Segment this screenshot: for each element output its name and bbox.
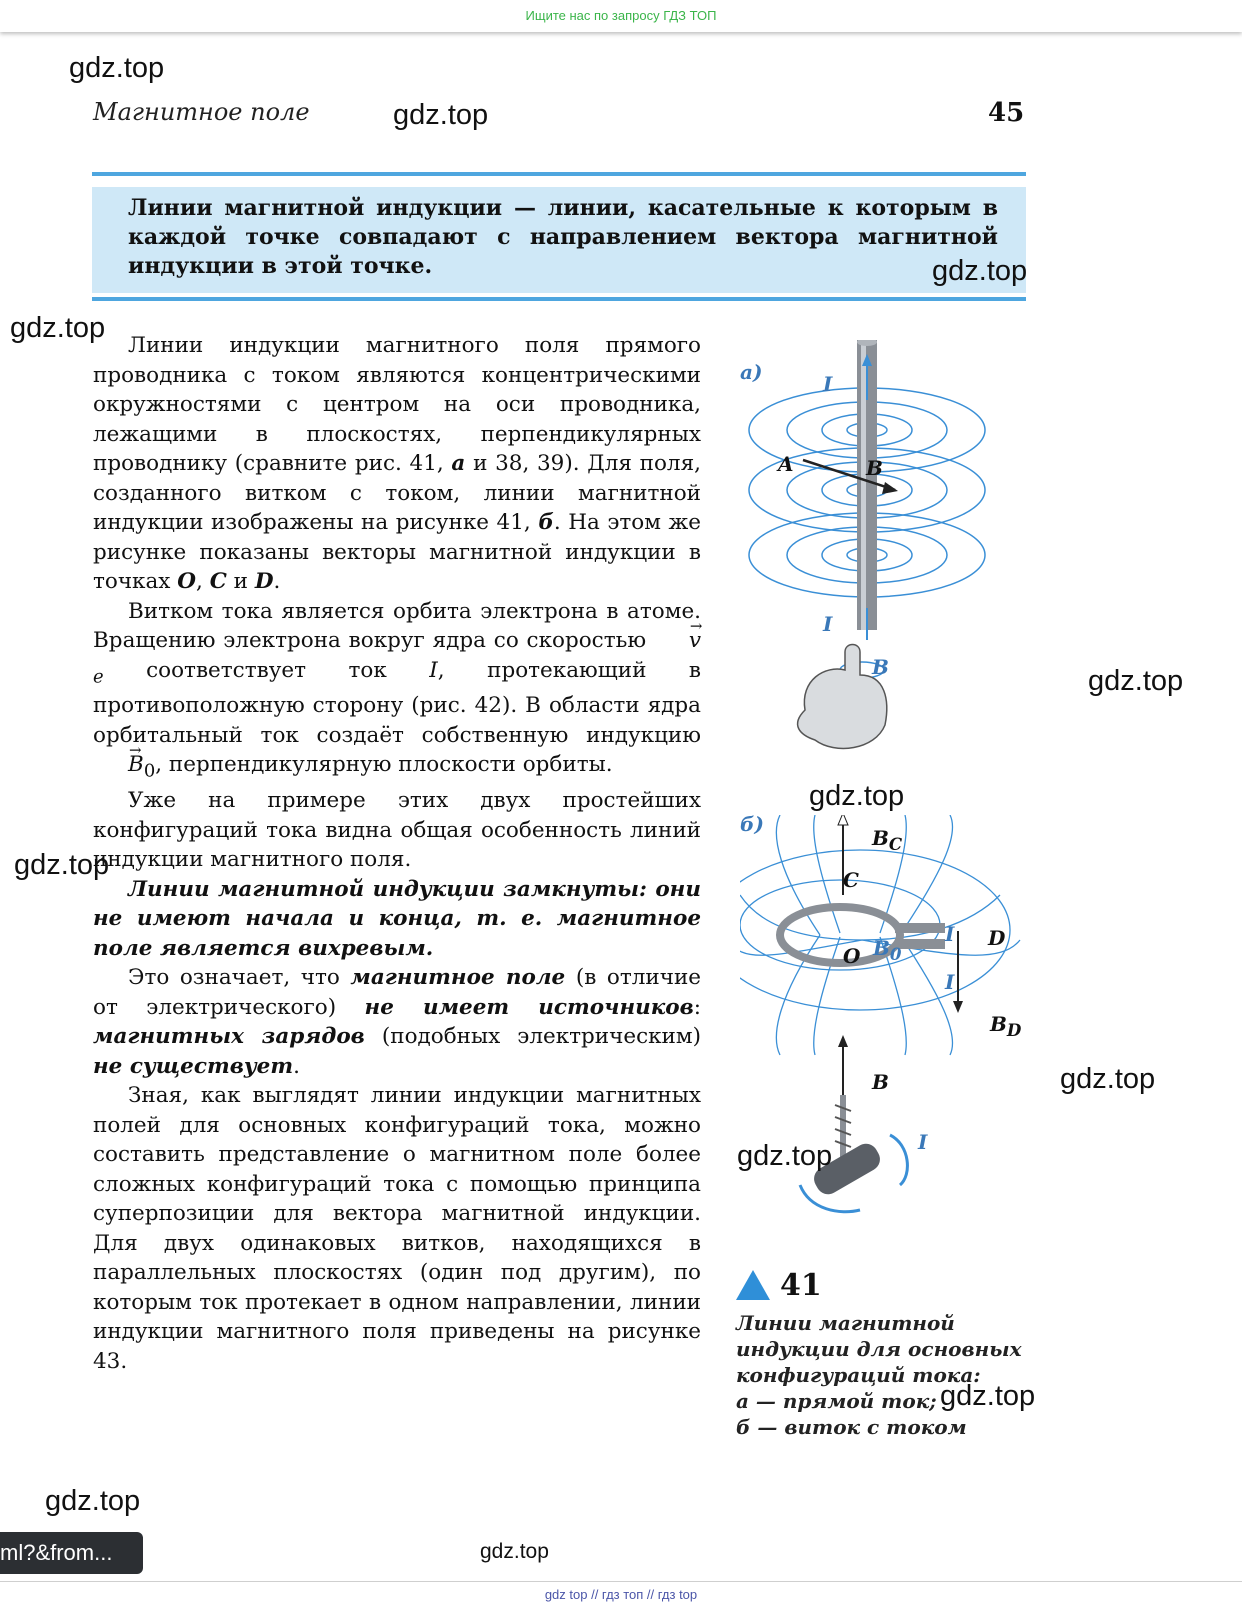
paragraph-1: Линии индукции магнитного поля прямого проводника с током являются концентрическими окружностями с центром на оси проводника, лежащими в плоскостях, перпендикулярных проводнику (сравните рис. 41, а и 38, 39). Для поля, созданного витком с током, линии магнитной индукции изображены на рисунке 41, б. На этом же рисунке показаны векторы магнитной индукции в точках O, C и D. bbox=[93, 333, 701, 594]
induction-vector-b0: → B bbox=[93, 750, 144, 780]
watermark: gdz.top bbox=[737, 1140, 833, 1172]
fig-b-vector-b0: $B_0$ bbox=[873, 936, 902, 964]
definition-text: Линии магнитной индукции — линии, касательные к которым в каждой точке совпадают с направлением вектора магнитной индукции в этой точке. bbox=[128, 195, 998, 279]
watermark: gdz.top bbox=[1088, 665, 1184, 697]
paragraph-6: Зная, как выглядят линии индукции магнитных полей для основных конфигураций тока, можно составить представление о магнитном поле более сложных конфигураций тока с помощью принципа суперпозиции для вектора магнитной индукции. Для двух одинаковых витков, находящихся в параллельных плоскостях (один под другим), по которым ток протекает в одном направлении, линии индукции магнитного поля приведены на рисунке 43. bbox=[93, 1083, 701, 1374]
watermark: gdz.top bbox=[393, 99, 489, 131]
fig-b-screw-i: I bbox=[918, 1130, 928, 1154]
watermark: gdz.top bbox=[809, 780, 905, 812]
watermark: gdz.top bbox=[45, 1485, 141, 1517]
fig-a-hand-b: B bbox=[872, 655, 889, 679]
fig-b-screw-b: B bbox=[872, 1070, 889, 1094]
figure-a-straight-wire bbox=[745, 340, 995, 770]
fig-b-vector-bd: $B_D$ bbox=[990, 1012, 1022, 1040]
paragraph-5: Это означает, что магнитное поле (в отличие от электрического) не имеет источников: магнитных зарядов (подобных электрическим) не существует. bbox=[93, 965, 702, 1079]
figure-caption: Линии магнитной индукции для основных конфигураций тока: а — прямой ток; б — виток с током bbox=[736, 1311, 1022, 1439]
paragraph-2: Витком тока является орбита электрона в атоме. Вращению электрона вокруг ядра со скоростью → $v_e$ соответствует ток I, протекающий в противоположную сторону (рис. 42). В области ядра орбитальный ток создаёт собственную индукцию → $B_0$, перпендикулярную плоскости орбиты. bbox=[93, 597, 701, 787]
fig-b-vector-bc: $B_C$ bbox=[872, 826, 903, 854]
paragraph-4: Линии магнитной индукции замкнуты: они не имеют начала и конца, т. е. магнитное поле является вихревым. bbox=[93, 876, 701, 961]
watermark: gdz.top bbox=[69, 52, 165, 84]
page-number: 45 bbox=[988, 98, 1025, 128]
watermark: gdz.top bbox=[480, 1540, 549, 1563]
top-banner bbox=[0, 0, 1242, 32]
figure-number: 41 bbox=[780, 1268, 822, 1303]
paragraph-3: Уже на примере этих двух простейших конфигураций тока видна общая особенность линий индукции магнитного поля. bbox=[93, 788, 701, 873]
fig-b-current-1: I bbox=[945, 922, 955, 946]
url-tooltip[interactable]: ml?&from... bbox=[0, 1532, 143, 1574]
fig-a-current-top: I bbox=[823, 372, 833, 396]
watermark: gdz.top bbox=[10, 312, 106, 344]
definition-bottom-rule bbox=[92, 297, 1026, 301]
chapter-title: Магнитное поле bbox=[93, 98, 310, 126]
bottom-divider bbox=[0, 1581, 1242, 1582]
figure-b-label: б) bbox=[740, 812, 764, 836]
fig-a-point-a: A bbox=[778, 452, 794, 476]
velocity-vector: → v bbox=[654, 626, 701, 656]
fig-b-point-d: D bbox=[988, 926, 1006, 950]
fig-b-point-c: C bbox=[843, 868, 859, 892]
bottom-links[interactable]: gdz top // гдз топ // гдз top bbox=[544, 1587, 698, 1602]
body-text bbox=[93, 331, 701, 1376]
figure-number-triangle-icon bbox=[736, 1270, 770, 1300]
fig-a-current-bottom: I bbox=[823, 612, 833, 636]
watermark: gdz.top bbox=[14, 849, 110, 881]
watermark: gdz.top bbox=[1060, 1063, 1156, 1095]
figure-a-label: а) bbox=[740, 360, 763, 384]
definition-top-rule bbox=[92, 172, 1026, 176]
fig-b-current-2: I bbox=[945, 970, 955, 994]
fig-b-point-o: O bbox=[843, 944, 861, 968]
fig-a-vector-b: B bbox=[866, 456, 883, 480]
watermark: gdz.top bbox=[940, 1380, 1036, 1412]
top-banner-text: Ищите нас по запросу ГДЗ ТОП bbox=[525, 8, 717, 23]
watermark: gdz.top bbox=[932, 255, 1028, 287]
